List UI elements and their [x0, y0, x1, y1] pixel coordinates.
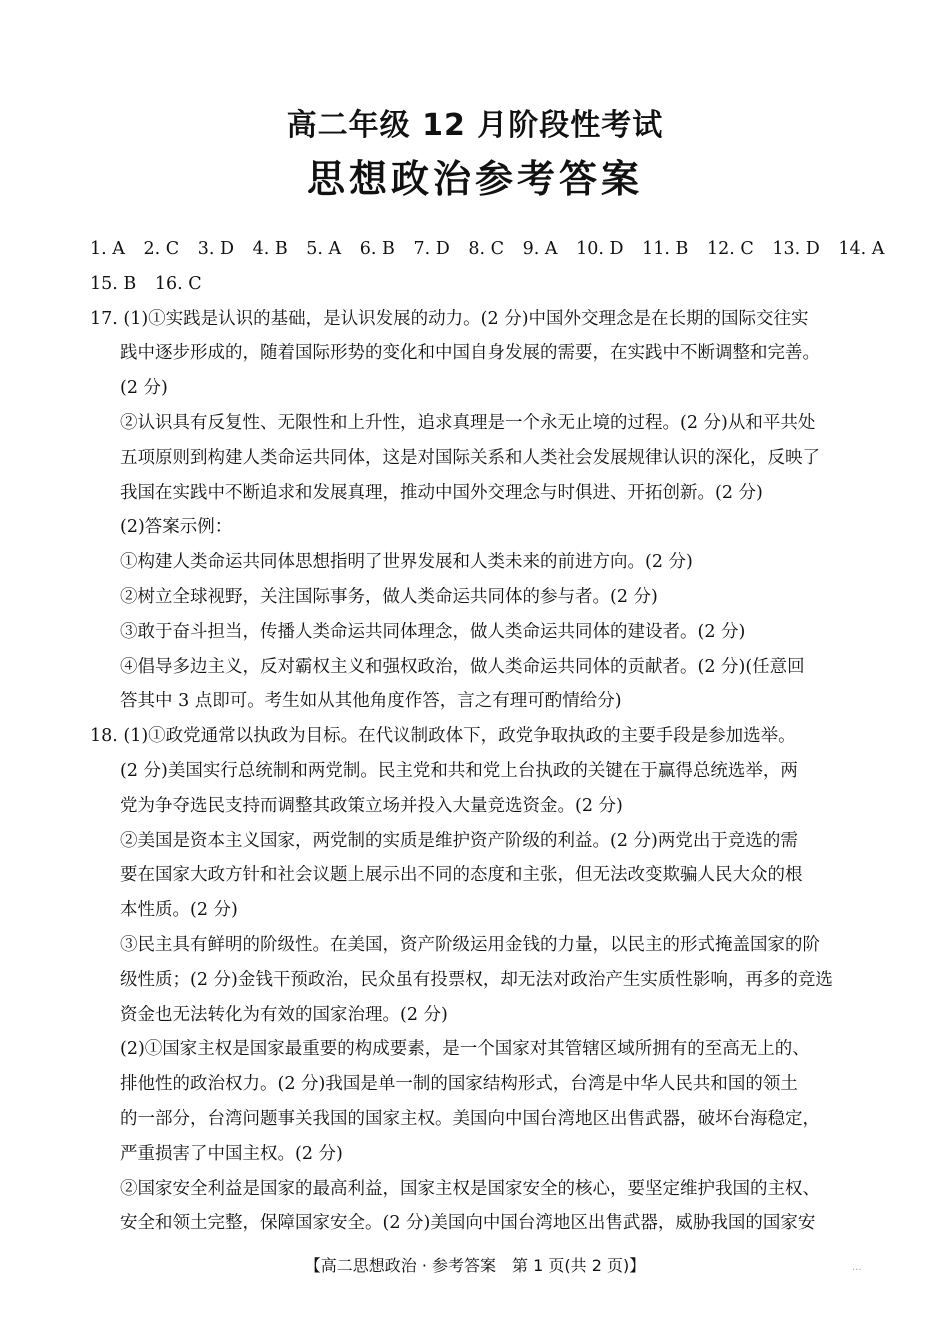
q18-line: 级性质；(2 分)金钱干预政治，民众虽有投票权，却无法对政治产生实质性影响，再多的竞选	[120, 969, 833, 990]
q17-line: 五项原则到构建人类命运共同体，这是对国际关系和人类社会发展规律认识的深化，反映了	[120, 447, 820, 468]
mcq-answer: 8. C	[468, 239, 505, 259]
mcq-answer: 9. A	[522, 239, 558, 259]
q18-line: (2)①国家主权是国家最重要的构成要素，是一个国家对其管辖区域所拥有的至高无上的、	[120, 1039, 810, 1060]
q18-line: 18. (1)①政党通常以执政为目标。在代议制政体下，政党争取执政的主要手段是参加选举。	[90, 726, 796, 747]
mcq-answer: 14. A	[838, 239, 885, 259]
q17-line: (2 分)	[120, 378, 168, 399]
mcq-answer: 5. A	[306, 239, 342, 259]
q17-line: ②认识具有反复性、无限性和上升性，追求真理是一个永无止境的过程。(2 分)从和平共处	[120, 412, 816, 433]
mcq-answer: 10. D	[576, 239, 624, 259]
q18-line: ③民主具有鲜明的阶级性。在美国，资产阶级运用金钱的力量，以民主的形式掩盖国家的阶	[120, 934, 820, 955]
page-footer: 【高二思想政治 · 参考答案 第 1 页(共 2 页)】	[304, 1256, 646, 1275]
q18-line: ②美国是资本主义国家，两党制的实质是维护资产阶级的利益。(2 分)两党出于竞选的需	[120, 830, 798, 851]
q18-line: 排他性的政治权力。(2 分)我国是单一制的国家结构形式，台湾是中华人民共和国的领土	[120, 1074, 798, 1095]
q18-line: 党为争夺选民支持而调整其政策立场并投入大量竞选资金。(2 分)	[120, 795, 623, 816]
mcq-answer: 3. D	[197, 239, 235, 259]
mcq-answer: 12. C	[706, 239, 754, 259]
q18-line: 安全和领土完整，保障国家安全。(2 分)美国向中国台湾地区出售武器，威胁我国的国家安	[120, 1213, 816, 1234]
q18-line: 本性质。(2 分)	[120, 900, 238, 921]
q18-line: 资金也无法转化为有效的国家治理。(2 分)	[120, 1004, 448, 1025]
q17-line: 我国在实践中不断追求和发展真理，推动中国外交理念与时俱进、开拓创新。(2 分)	[120, 482, 763, 503]
q17-line: 答其中 3 点即可。考生如从其他角度作答，言之有理可酌情给分)	[120, 691, 622, 712]
q17-line: 17. (1)①实践是认识的基础，是认识发展的动力。(2 分)中国外交理念是在长期的国际交往实	[90, 308, 809, 329]
mcq-answer: 6. B	[359, 239, 395, 259]
q18-line: 严重损害了中国主权。(2 分)	[120, 1143, 343, 1164]
q17-line: ④倡导多边主义，反对霸权主义和强权政治，做人类命运共同体的贡献者。(2 分)(任意回	[120, 656, 805, 677]
q17-line: 践中逐步形成的，随着国际形势的变化和中国自身发展的需要，在实践中不断调整和完善。	[120, 343, 820, 364]
mcq-answer: 16. C	[154, 273, 202, 294]
mcq-answer: 15. B	[90, 273, 137, 294]
footer-dots: ...	[852, 1262, 862, 1273]
q18-line: ②国家安全利益是国家的最高利益，国家主权是国家安全的核心，要坚定维护我国的主权、	[120, 1178, 820, 1199]
mcq-answers-row-1	[90, 232, 885, 267]
mcq-answer: 13. D	[772, 239, 820, 259]
page-subtitle: 思想政治参考答案	[306, 157, 643, 201]
mcq-answer: 7. D	[413, 239, 450, 259]
mcq-answer: 1. A	[90, 239, 125, 259]
mcq-answer: 4. B	[252, 239, 288, 259]
q18-line: (2 分)美国实行总统制和两党制。民主党和共和党上台执政的关键在于赢得总统选举，两	[120, 760, 798, 781]
q17-line: ①构建人类命运共同体思想指明了世界发展和人类未来的前进方向。(2 分)	[120, 552, 693, 573]
mcq-answers-row-2	[90, 267, 870, 302]
mcq-answer: 11. B	[642, 239, 689, 259]
answer-content	[90, 232, 885, 1241]
q17-line: ③敢于奋斗担当，传播人类命运共同体理念，做人类命运共同体的建设者。(2 分)	[120, 621, 746, 642]
q18-line: 要在国家大政方针和社会议题上展示出不同的态度和主张，但无法改变欺骗人民大众的根	[120, 865, 803, 886]
page-title: 高二年级 12 月阶段性考试	[286, 108, 664, 143]
q18-line: 的一部分，台湾问题事关我国的国家主权。美国向中国台湾地区出售武器，破坏台海稳定，	[120, 1108, 820, 1129]
q17-line: ②树立全球视野，关注国际事务，做人类命运共同体的参与者。(2 分)	[120, 586, 658, 607]
q17-line: (2)答案示例：	[120, 517, 233, 538]
mcq-answer: 2. C	[143, 239, 180, 259]
